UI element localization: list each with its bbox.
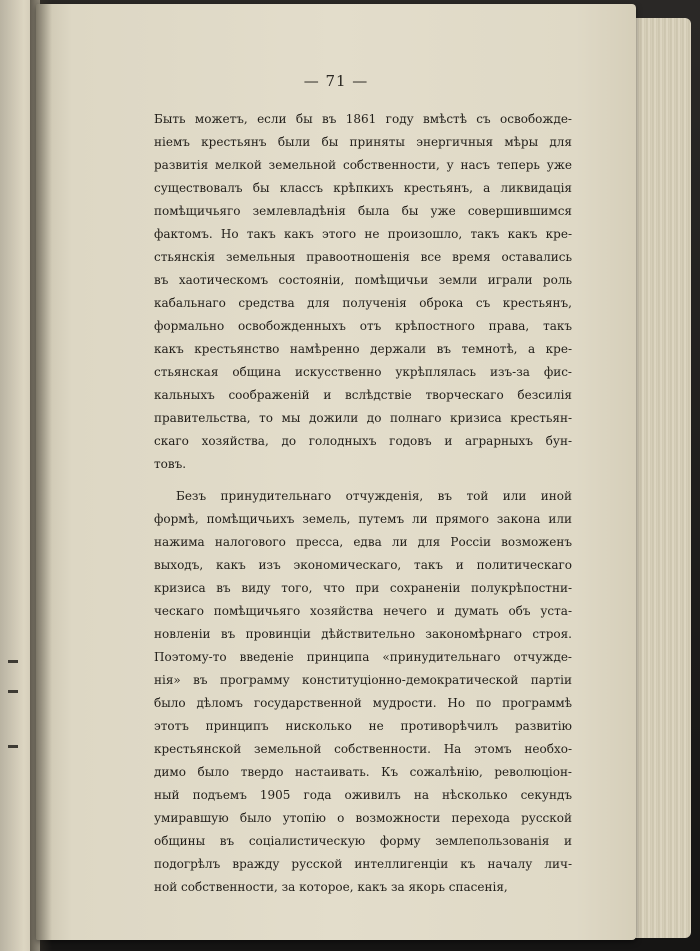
text-line: скаго хозяйства, до голодныхъ годовъ и аграрныхъ бун- xyxy=(154,434,572,448)
text-line: формѣ, помѣщичьихъ земель, путемъ ли прямого закона или xyxy=(154,512,572,526)
text-line: существовалъ бы классъ крѣпкихъ крестьянъ, а ликвидація xyxy=(154,181,572,195)
text-line: ный подъемъ 1905 года оживилъ на нѣсколько секундъ xyxy=(154,788,572,802)
text-line: кабальнаго средства для полученія оброка съ крестьянъ, xyxy=(154,296,572,310)
text-line: Быть можетъ, если бы въ 1861 году вмѣстѣ съ освобожде- xyxy=(154,112,572,126)
left-page-mark xyxy=(8,745,18,748)
paragraph-gap xyxy=(154,476,572,485)
text-line: стьянская община искусственно укрѣплялась изъ-за фис- xyxy=(154,365,572,379)
text-line: Поэтому-то введеніе принципа «принудительнаго отчужде- xyxy=(154,650,572,664)
text-line: крестьянской земельной собственности. На этомъ необхо- xyxy=(154,742,572,756)
text-line: выходъ, какъ изъ экономическаго, такъ и политическаго xyxy=(154,558,572,572)
text-line: этотъ принципъ нисколько не противорѣчилъ развитію xyxy=(154,719,572,733)
text-line: нажима налогового пресса, едва ли для Россіи возможенъ xyxy=(154,535,572,549)
text-line: ческаго помѣщичьяго хозяйства нечего и думать объ уста- xyxy=(154,604,572,618)
paragraph xyxy=(154,485,572,899)
text-line: развитія мелкой земельной собственности, у насъ теперь уже xyxy=(154,158,572,172)
text-line: новленіи въ провинціи дѣйствительно закономѣрнаго строя. xyxy=(154,627,572,641)
body-text xyxy=(154,108,572,899)
spine-shadow xyxy=(30,0,52,951)
text-line: подогрѣлъ вражду русской интеллигенціи къ началу лич- xyxy=(154,857,572,871)
text-line: было дѣломъ государственной мудрости. Но по программѣ xyxy=(154,696,572,710)
text-line: въ хаотическомъ состояніи, помѣщичьи земли играли роль xyxy=(154,273,572,287)
text-line: ной собственности, за которое, какъ за якорь спасенія, xyxy=(154,880,508,894)
page-edges xyxy=(633,18,691,938)
text-line: правительства, то мы дожили до полнаго кризиса крестьян- xyxy=(154,411,572,425)
text-line: Безъ принудительнаго отчужденія, въ той или иной xyxy=(176,489,572,503)
text-line: умиравшую было утопію о возможности перехода русской xyxy=(154,811,572,825)
left-page-mark xyxy=(8,660,18,663)
book-page xyxy=(36,4,636,940)
text-line: общины въ соціалистическую форму землепользованія и xyxy=(154,834,572,848)
page-number: — 71 — xyxy=(303,72,369,90)
text-line: кризиса въ виду того, что при сохраненіи полукрѣпостни- xyxy=(154,581,572,595)
paragraph xyxy=(154,108,572,476)
text-line: какъ крестьянство намѣренно держали въ темнотѣ, а кре- xyxy=(154,342,572,356)
text-line: фактомъ. Но такъ какъ этого не произошло, такъ какъ кре- xyxy=(154,227,572,241)
text-line: нія» въ программу конституціонно-демократической партіи xyxy=(154,673,572,687)
text-line: димо было твердо настаивать. Къ сожалѣнію, революціон- xyxy=(154,765,572,779)
text-line: ніемъ крестьянъ были бы приняты энергичныя мѣры для xyxy=(154,135,572,149)
text-line: кальныхъ соображеній и вслѣдствіе творческаго безсилія xyxy=(154,388,572,402)
text-line: стьянскія земельныя правоотношенія все время оставались xyxy=(154,250,572,264)
left-page-mark xyxy=(8,690,18,693)
text-line: формально освобожденныхъ отъ крѣпостного права, такъ xyxy=(154,319,572,333)
text-line: товъ. xyxy=(154,457,187,471)
text-line: помѣщичьяго землевладѣнія была бы уже совершившимся xyxy=(154,204,572,218)
